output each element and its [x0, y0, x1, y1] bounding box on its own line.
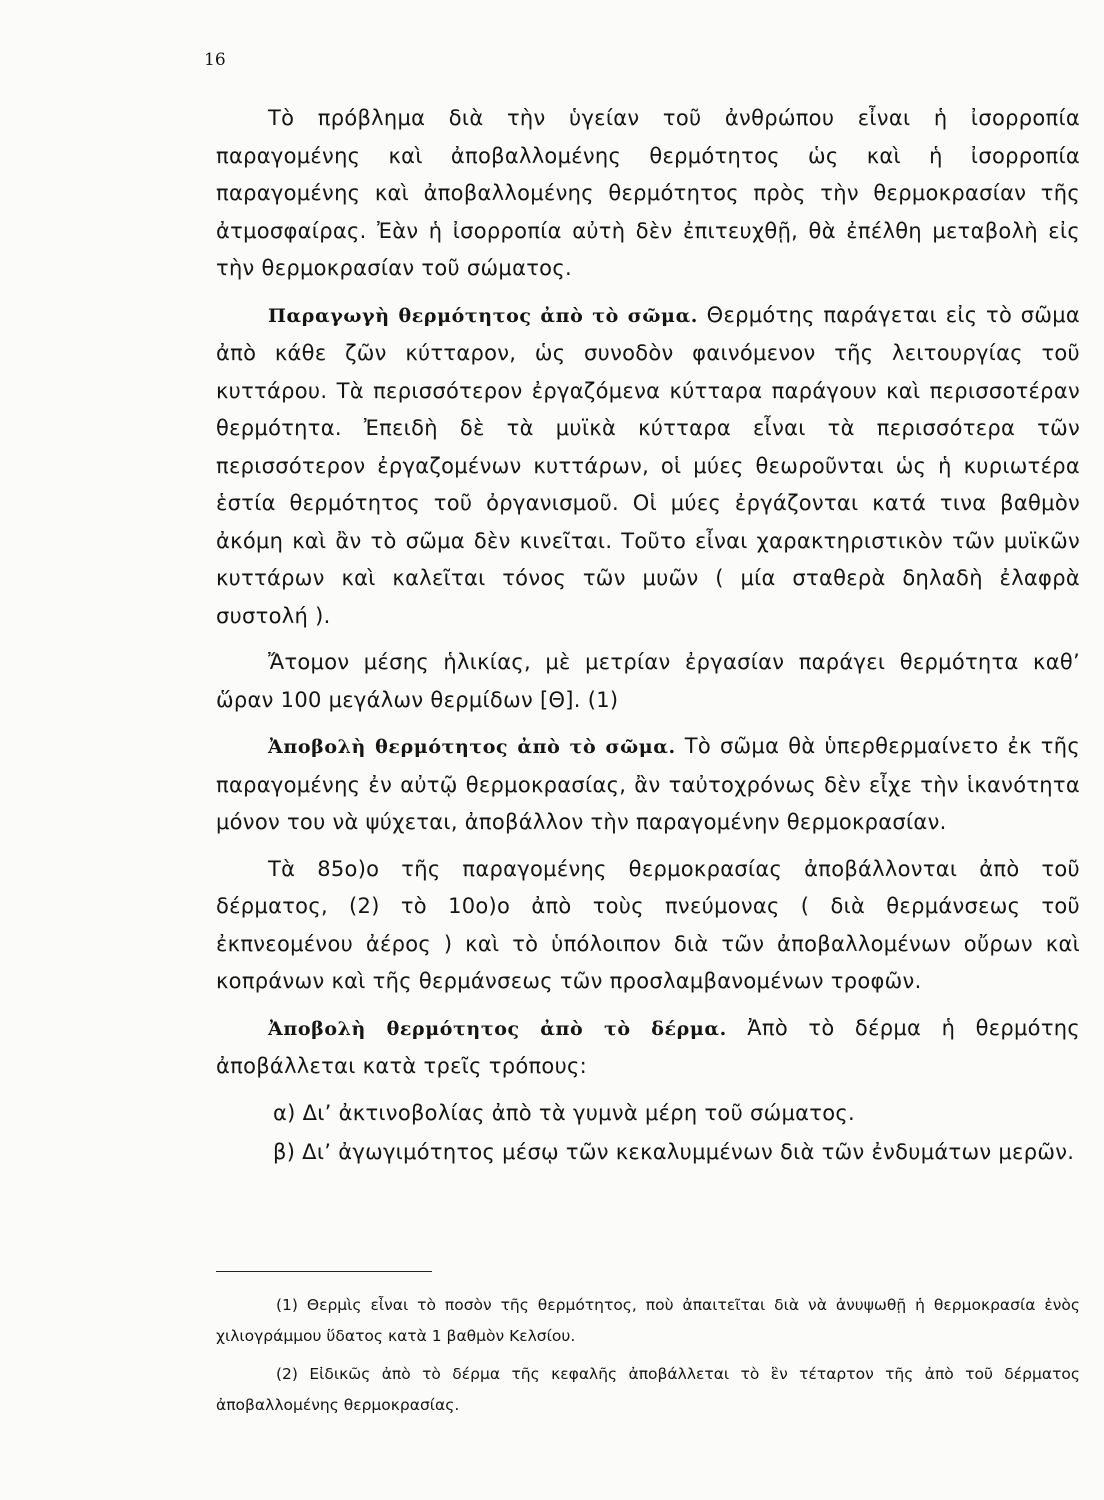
paragraph-intro: Τὸ πρόβλημα διὰ τὴν ὑγείαν τοῦ ἀνθρώπου εἶναι ἡ ἰσορροπία παραγομένης καὶ ἀποβαλλομένης θερμότητος ὡς καὶ ἡ ἰσορροπία παραγομένης καὶ ἀποβαλλομένης θερμότητος πρὸς τὴν θερμοκρασίαν τῆς ἀτμοσφαίρας. Ἐὰν ἡ ἰσορροπία αὐτὴ δὲν ἐπιτευχθῇ, θὰ ἐπέλθη μεταβολὴ εἰς τὴν θερμοκρασίαν τοῦ σώματος.: [216, 106, 1080, 280]
footnote-divider: [216, 1271, 432, 1272]
paragraph-adult-heat: Ἄτομον μέσης ἡλικίας, μὲ μετρίαν ἐργασίαν παράγει θερμότητα καθ’ ὥραν 100 μεγάλων θερμίδων [Θ]. (1): [216, 650, 1080, 712]
heading-heat-loss: Ἀποβολὴ θερμότητος ἀπὸ τὸ σῶμα.: [268, 736, 676, 758]
footnotes: [216, 1290, 1080, 1428]
footnote-1: (1) Θερμὶς εἶναι τὸ ποσὸν τῆς θερμότητος, ποὺ ἀπαιτεῖται διὰ νὰ ἀνυψωθῇ ἡ θερμοκρασία ἑνὸς χιλιογράμμου ὕδατος κατὰ 1 βαθμὸν Κελσίου.: [216, 1296, 1080, 1345]
heading-skin-heat-loss: Ἀποβολὴ θερμότητος ἀπὸ τὸ δέρμα.: [268, 1017, 727, 1040]
list-item-b: β) Δι’ ἀγωγιμότητος μέσῳ τῶν κεκαλυμμένων διὰ τῶν ἐνδυμάτων μερῶν.: [273, 1140, 1075, 1164]
paragraph-percentages: Τὰ 85ο)ο τῆς παραγομένης θερμοκρασίας ἀποβάλλονται ἀπὸ τοῦ δέρματος, (2) τὸ 10ο)ο ἀπὸ τοὺς πνεύμονας ( διὰ θερμάνσεως τοῦ ἐκπνεομένου ἀέρος ) καὶ τὸ ὑπόλοιπον διὰ τῶν ἀποβαλλομένων οὔρων καὶ κοπράνων καὶ τῆς θερμάνσεως τῶν προσλαμβανομένων τροφῶν.: [216, 856, 1080, 993]
paragraph-heat-loss-text: Τὸ σῶμα θὰ ὑπερθερμαίνετο ἐκ τῆς παραγομένης ἐν αὐτῷ θερμοκρασίας, ἂν ταὐτοχρόνως δὲν εἶχε τὴν ἱκανότητα μόνον του νὰ ψύχεται, ἀποβάλλον τὴν παραγομένην θερμοκρασίαν.: [216, 734, 1080, 834]
paragraph-skin-heat-loss: [216, 1010, 1080, 1086]
list-item-a: α) Δι’ ἀκτινοβολίας ἀπὸ τὰ γυμνὰ μέρη τοῦ σώματος.: [273, 1100, 855, 1125]
page-number: 16: [204, 50, 226, 70]
paragraph-skin-heat-loss-text: Ἀπὸ τὸ δέρμα ἡ θερμότης ἀποβάλλεται κατὰ τρεῖς τρόπους:: [216, 1015, 1080, 1078]
footnote-2: (2) Εἰδικῶς ἀπὸ τὸ δέρμα τῆς κεφαλῆς ἀποβάλλεται τὸ ἓν τέταρτον τῆς ἀπὸ τοῦ δέρματος ἀποβαλλομένης θερμοκρασίας.: [216, 1365, 1080, 1414]
paragraph-heat-production: [216, 297, 1080, 636]
heading-heat-production: Παραγωγὴ θερμότητος ἀπὸ τὸ σῶμα.: [268, 304, 699, 327]
main-text: [216, 100, 1080, 1174]
paragraph-heat-production-text: Θερμότης παράγεται εἰς τὸ σῶμα ἀπὸ κάθε ζῶν κύτταρον, ὡς συνοδὸν φαινόμενον τῆς λειτουργίας τοῦ κυττάρου. Τὰ περισσότερον ἐργαζόμενα κύτταρα παράγουν καὶ περισσοτέραν θερμότητα. Ἐπειδὴ δὲ τὰ μυϊκὰ κύτταρα εἶναι τὰ περισσότερα τῶν περισσότερον ἐργαζομένων κυττάρων, οἱ μύες θεωροῦνται ὡς ἡ κυριωτέρα ἑστία θερμότητος τοῦ ὀργανισμοῦ. Οἱ μύες ἐργάζονται κατά τινα βαθμὸν ἀκόμη καὶ ἂν τὸ σῶμα δὲν κινεῖται. Τοῦτο εἶναι χαρακτηριστικὸν τῶν μυϊκῶν κυττάρων καὶ καλεῖται τόνος τῶν μυῶν ( μία σταθερὰ δηλαδὴ ἐλαφρὰ συστολή ).: [216, 302, 1081, 628]
paragraph-heat-loss: [216, 728, 1080, 842]
